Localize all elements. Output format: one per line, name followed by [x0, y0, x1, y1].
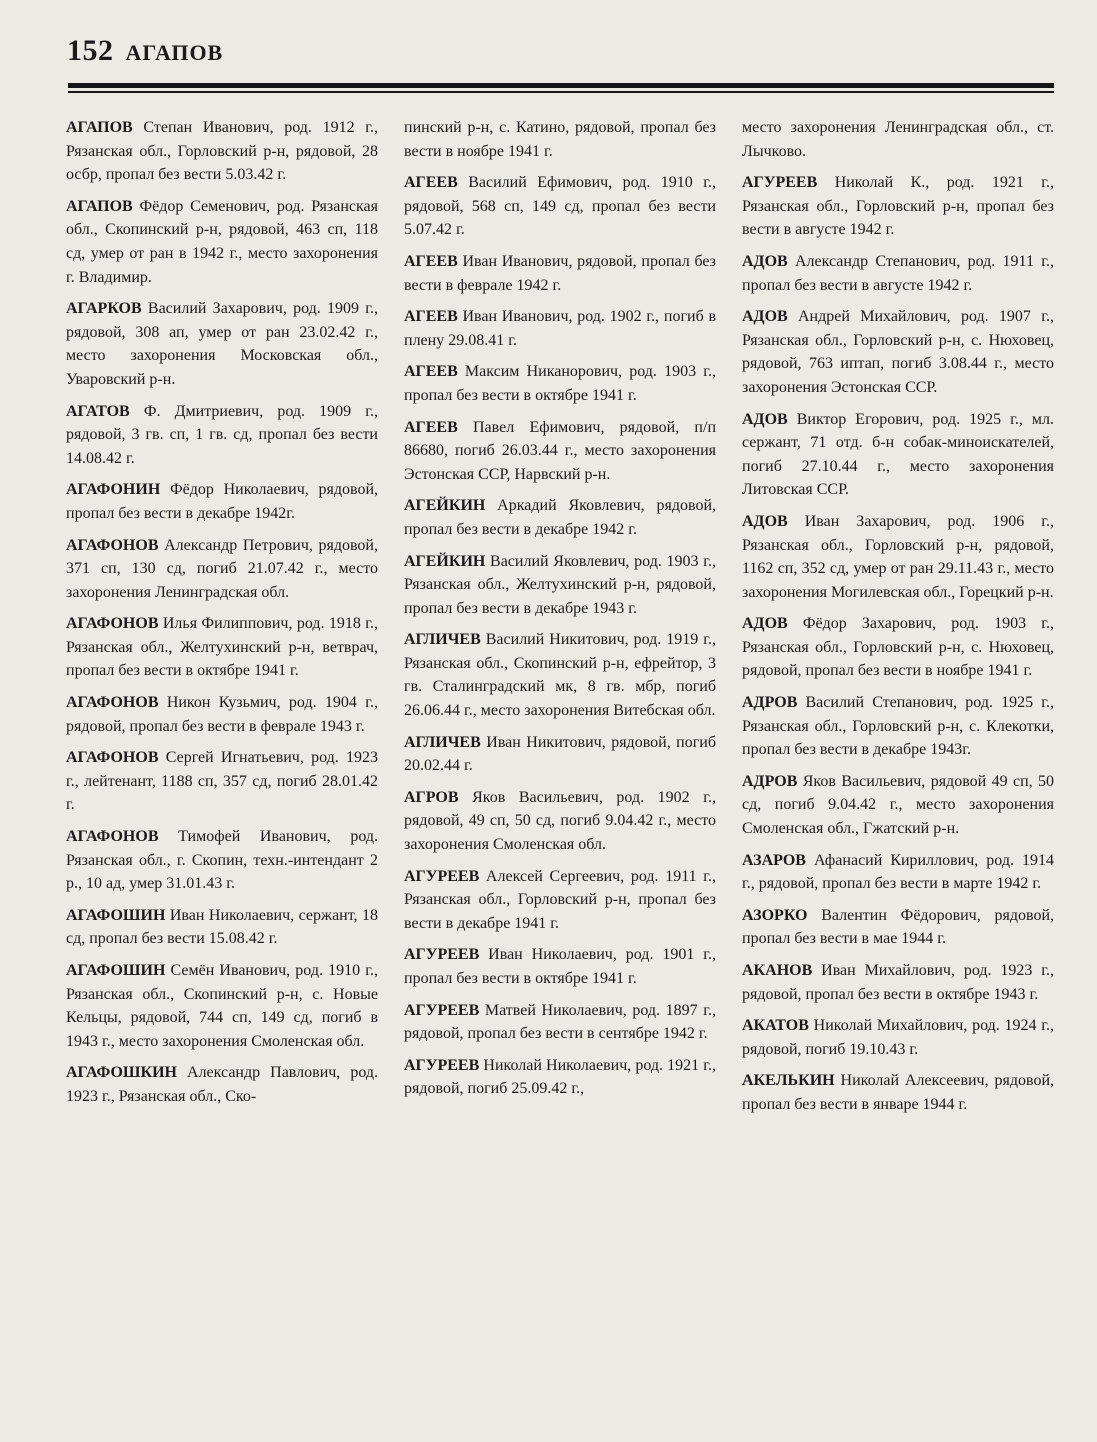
entry-details: Иван Иванович, род. 1902 г., погиб в плену 29.08.41 г.	[404, 308, 716, 349]
memorial-entry	[742, 305, 1054, 399]
entry-details: Андрей Михайлович, род. 1907 г., Рязанская обл., Горловский р-н, с. Нюховец, рядовой, 763 иптап, погиб 3.08.44 г., место захоронения Эстонская ССР.	[742, 308, 1054, 396]
memorial-entry	[66, 959, 378, 1053]
surname: АГУРЕЕВ	[404, 1001, 480, 1019]
memorial-entry	[404, 305, 716, 352]
entry-details: Николай Алексеевич, рядовой, пропал без вести в январе 1944 г.	[742, 1072, 1055, 1113]
memorial-entry	[66, 612, 378, 683]
memorial-entry	[66, 195, 378, 289]
entry-details: Алексей Сергеевич, род. 1911 г., Рязанская обл., Горловский р-н, пропал без вести в декабре 1941 г.	[404, 867, 717, 932]
header-rule-thin	[68, 91, 1054, 93]
surname: АГАРКОВ	[66, 300, 142, 318]
entry-details: Александр Петрович, рядовой, 371 сп, 130 сд, погиб 21.07.42 г., место захоронения Ленинградская обл.	[66, 536, 378, 601]
entry-details: Николай Николаевич, род. 1921 г., рядовой, погиб 25.09.42 г.,	[404, 1056, 717, 1098]
entry-details: Александр Степанович, род. 1911 г., пропал без вести в августе 1942 г.	[742, 252, 1054, 294]
entry-details: Александр Павлович, род. 1923 г., Рязанская обл., Ско-	[66, 1064, 379, 1105]
entry-details: Фёдор Захарович, род. 1903 г., Рязанская обл., Горловский р-н, с. Нюховец, рядовой, пропал без вести в ноябре 1941 г.	[742, 615, 1055, 680]
memorial-entry	[742, 904, 1054, 951]
memorial-entry	[404, 999, 716, 1046]
memorial-entry	[66, 400, 378, 471]
surname: АГАФОШИН	[66, 962, 166, 979]
surname: АГУРЕЕВ	[404, 1056, 480, 1074]
surname: АГЕЕВ	[404, 174, 458, 192]
surname: АГАФОШИН	[66, 906, 166, 924]
entry-details: Яков Васильевич, рядовой 49 сп, 50 сд, погиб 9.04.42 г., место захоронения Смоленская обл., Гжатский р-н.	[742, 772, 1055, 838]
column-middle	[404, 116, 716, 1426]
entry-details: Николай К., род. 1921 г., Рязанская обл., Горловский р-н, пропал без вести в августе 1942 г.	[742, 174, 1054, 239]
memorial-entry	[742, 250, 1054, 297]
memorial-entry	[742, 116, 1054, 163]
memorial-entry	[742, 510, 1054, 604]
surname: АДРОВ	[742, 772, 798, 790]
surname: АЗОРКО	[742, 906, 808, 924]
entry-details: место захоронения Ленинградская обл., ст. Лычково.	[742, 119, 1054, 160]
memorial-entry	[404, 171, 716, 242]
surname: АГЕЙКИН	[404, 552, 486, 570]
entry-details: Фёдор Николаевич, рядовой, пропал без вести в декабре 1942г.	[66, 481, 379, 522]
page-number: 152	[67, 34, 114, 67]
memorial-entry	[404, 550, 716, 621]
memorial-entry	[404, 628, 716, 722]
entry-details: Фёдор Семенович, род. Рязанская обл., Скопинский р-н, рядовой, 463 сп, 118 сд, умер от ран в 1942 г., место захоронения г. Владимир.	[66, 197, 378, 286]
column-left	[66, 116, 378, 1426]
entry-details: Павел Ефимович, рядовой, п/п 86680, погиб 26.03.44 г., место захоронения Эстонская ССР, Нарвский р-н.	[404, 418, 716, 483]
surname: АГАФОНОВ	[66, 536, 159, 554]
running-head: АГАПОВ	[125, 40, 224, 65]
surname: АДОВ	[742, 512, 788, 530]
surname: АКАТОВ	[742, 1017, 809, 1035]
surname: АГУРЕЕВ	[404, 867, 480, 885]
surname: АГЛИЧЕВ	[404, 733, 481, 751]
entry-details: Степан Иванович, род. 1912 г., Рязанская обл., Горловский р-н, рядовой, 28 осбр, пропал без вести 5.03.42 г.	[66, 119, 378, 184]
memorial-entry	[742, 1014, 1054, 1061]
entry-details: Матвей Николаевич, род. 1897 г., рядовой, пропал без вести в сентябре 1942 г.	[404, 1001, 716, 1043]
entry-details: Иван Михайлович, род. 1923 г., рядовой, пропал без вести в октябре 1943 г.	[742, 962, 1055, 1003]
surname: АГАПОВ	[66, 197, 133, 215]
memorial-entry	[404, 865, 716, 936]
surname: АДОВ	[742, 410, 788, 428]
memorial-entry	[742, 171, 1054, 242]
surname: АГАТОВ	[66, 402, 130, 420]
memorial-entry	[742, 770, 1054, 841]
memorial-entry	[404, 786, 716, 857]
memorial-entry	[742, 849, 1054, 896]
entry-details: Виктор Егорович, род. 1925 г., мл. сержант, 71 отд. б-н собак-миноискателей, погиб 27.10.44 г., место захоронения Литовская ССР.	[742, 410, 1054, 499]
entry-details: Сергей Игнатьевич, род. 1923 г., лейтенант, 1188 сп, 357 сд, погиб 28.01.42 г.	[66, 749, 378, 814]
entry-details: Василий Никитович, род. 1919 г., Рязанская обл., Скопинский р-н, ефрейтор, 3 гв. Сталинградский мк, 8 гв. мбр, погиб 26.06.44 г., место захоронения Витебская обл.	[404, 631, 716, 720]
memorial-entry	[404, 943, 716, 990]
surname: АГЛИЧЕВ	[404, 631, 481, 649]
memorial-entry	[66, 297, 378, 391]
surname: АГЕЙКИН	[404, 497, 486, 515]
entry-details: Иван Николаевич, род. 1901 г., пропал без вести в октябре 1941 г.	[404, 946, 717, 987]
entry-details: Василий Захарович, род. 1909 г., рядовой, 308 ап, умер от ран 23.02.42 г., место захоронения Московская обл., Уваровский р-н.	[66, 300, 379, 388]
memorial-entry	[66, 904, 378, 951]
surname: АГУРЕЕВ	[404, 946, 480, 964]
entry-details: Василий Яковлевич, род. 1903 г., Рязанская обл., Желтухинский р-н, рядовой, пропал без вести в декабре 1943 г.	[404, 552, 716, 617]
entry-details: Афанасий Кириллович, род. 1914 г., рядовой, пропал без вести в марте 1942 г.	[742, 851, 1054, 893]
memorial-entry	[66, 691, 378, 738]
page-header	[67, 34, 223, 68]
surname: АГАФОНОВ	[66, 828, 159, 846]
memorial-entry	[66, 116, 378, 187]
surname: АЗАРОВ	[742, 851, 806, 869]
memorial-entry	[404, 116, 716, 163]
surname: АДОВ	[742, 252, 788, 270]
memorial-entry	[66, 746, 378, 817]
surname: АКЕЛЬКИН	[742, 1072, 835, 1090]
memorial-entry	[66, 1061, 378, 1108]
entry-details: Илья Филиппович, род. 1918 г., Рязанская обл., Желтухинский р-н, ветврач, пропал без вести в октябре 1941 г.	[66, 615, 379, 680]
entry-details: Валентин Фёдорович, рядовой, пропал без вести в мае 1944 г.	[742, 906, 1054, 948]
entry-details: Максим Никанорович, род. 1903 г., пропал без вести в октябре 1941 г.	[404, 363, 717, 404]
surname: АГАФОШКИН	[66, 1064, 177, 1082]
text-columns	[66, 116, 1054, 1426]
surname: АКАНОВ	[742, 962, 813, 979]
memorial-entry	[404, 1054, 716, 1101]
entry-details: Николай Михайлович, род. 1924 г., рядовой, погиб 19.10.43 г.	[742, 1017, 1055, 1058]
entry-details: Яков Васильевич, род. 1902 г., рядовой, 49 сп, 50 сд, погиб 9.04.42 г., место захоронения Смоленская обл.	[404, 788, 717, 854]
surname: АГЕЕВ	[404, 252, 458, 270]
entry-details: Иван Николаевич, сержант, 18 сд, пропал без вести 15.08.42 г.	[66, 906, 379, 948]
memorial-entry	[742, 612, 1054, 683]
surname: АГАФОНОВ	[66, 694, 159, 712]
entry-details: Тимофей Иванович, род. Рязанская обл., г. Скопин, техн.-интендант 2 р., 10 ад, умер 31.01.43 г.	[66, 828, 378, 893]
surname: АДОВ	[742, 615, 788, 633]
surname: АГАФОНОВ	[66, 615, 159, 633]
entry-details: Никон Кузьмич, род. 1904 г., рядовой, пропал без вести в феврале 1943 г.	[66, 694, 378, 735]
surname: АДОВ	[742, 308, 788, 326]
memorial-entry	[742, 408, 1054, 502]
entry-details: Ф. Дмитриевич, род. 1909 г., рядовой, 3 гв. сп, 1 гв. сд, пропал без вести 14.08.42 г.	[66, 402, 379, 467]
memorial-entry	[66, 825, 378, 896]
surname: АГЕЕВ	[404, 363, 458, 381]
entry-details: пинский р-н, с. Катино, рядовой, пропал без вести в ноябре 1941 г.	[404, 119, 716, 160]
surname: АГЕЕВ	[404, 308, 458, 326]
entry-details: Иван Иванович, рядовой, пропал без вести в феврале 1942 г.	[404, 252, 717, 294]
surname: АГРОВ	[404, 788, 459, 806]
entry-details: Василий Степанович, род. 1925 г., Рязанская обл., Горловский р-н, с. Клекотки, пропал без вести в декабре 1943г.	[742, 694, 1054, 759]
surname: АГАФОНИН	[66, 481, 161, 499]
memorial-entry	[404, 360, 716, 407]
memorial-entry	[404, 494, 716, 541]
surname: АГАФОНОВ	[66, 749, 159, 767]
entry-details: Василий Ефимович, род. 1910 г., рядовой, 568 сп, 149 сд, пропал без вести 5.07.42 г.	[404, 174, 716, 239]
memorial-entry	[742, 959, 1054, 1006]
memorial-entry	[66, 534, 378, 605]
column-right	[742, 116, 1054, 1426]
surname: АГУРЕЕВ	[742, 174, 818, 192]
entry-details: Иван Захарович, род. 1906 г., Рязанская обл., Горловский р-н, рядовой, 1162 сп, 352 сд, умер от ран 29.11.43 г., место захоронения Могилевская обл., Горецкий р-н.	[742, 512, 1055, 601]
entry-details: Семён Иванович, род. 1910 г., Рязанская обл., Скопинский р-н, с. Новые Кельцы, рядовой, 744 сп, 149 сд, погиб в 1943 г., место захоронения Смоленская обл.	[66, 962, 379, 1050]
entry-details: Иван Никитович, рядовой, погиб 20.02.44 г.	[404, 733, 717, 775]
memorial-entry	[404, 731, 716, 778]
memorial-entry	[742, 691, 1054, 762]
header-rule-thick	[68, 83, 1054, 88]
surname: АДРОВ	[742, 694, 798, 712]
entry-details: Аркадий Яковлевич, рядовой, пропал без вести в декабре 1942 г.	[404, 497, 717, 538]
surname: АГАПОВ	[66, 119, 133, 136]
memorial-entry	[66, 478, 378, 525]
surname: АГЕЕВ	[404, 418, 458, 436]
memorial-entry	[404, 416, 716, 487]
memorial-entry	[404, 250, 716, 297]
memorial-entry	[742, 1069, 1054, 1116]
